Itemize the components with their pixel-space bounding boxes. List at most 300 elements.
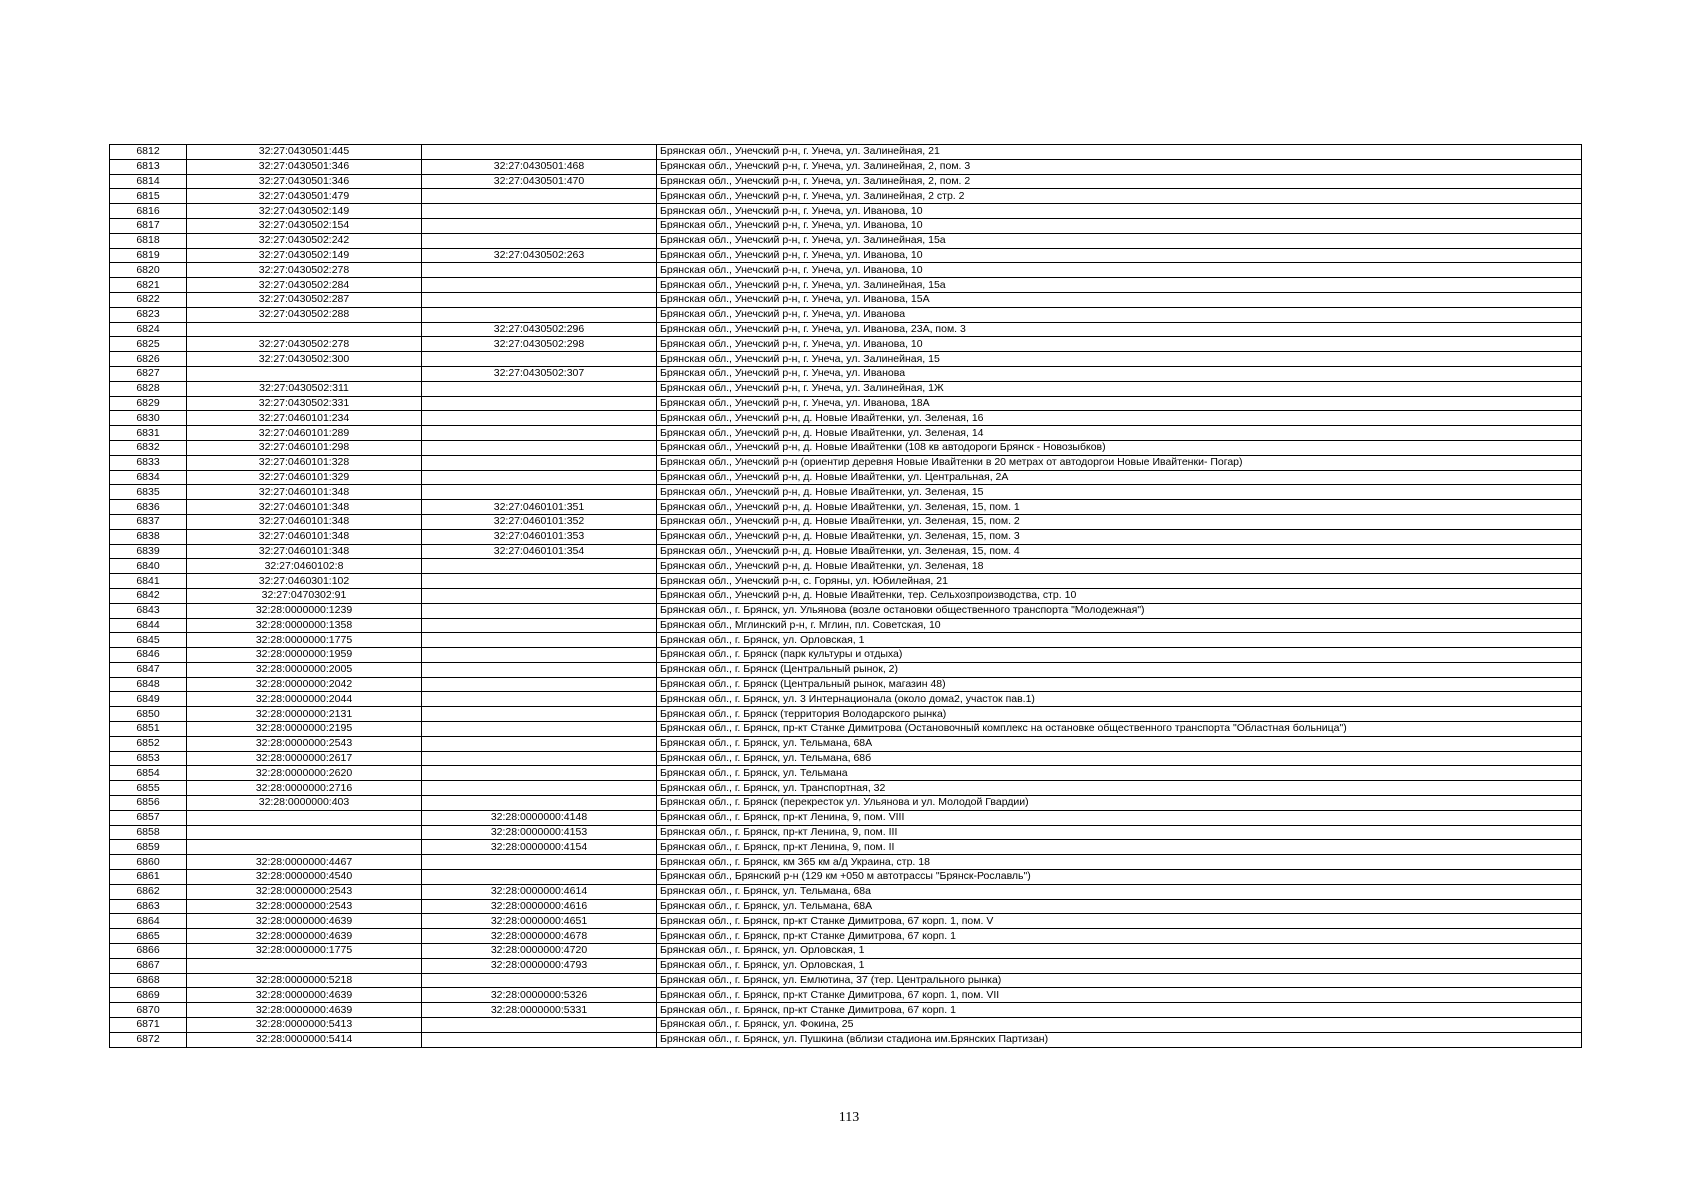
- cadastral-number-cell: 32:27:0430501:445: [187, 145, 422, 160]
- table-row: [110, 766, 1582, 781]
- table-row: [110, 677, 1582, 692]
- cadastral-number-cell: 32:27:0460102:8: [187, 559, 422, 574]
- sub-cadastral-number-cell: [422, 855, 657, 870]
- table-row: [110, 263, 1582, 278]
- cadastral-number-cell: [187, 958, 422, 973]
- sub-cadastral-number-cell: [422, 470, 657, 485]
- table-row: [110, 470, 1582, 485]
- row-number-cell: 6860: [110, 855, 187, 870]
- cadastral-number-cell: 32:27:0460101:348: [187, 500, 422, 515]
- row-number-cell: 6820: [110, 263, 187, 278]
- cadastral-number-cell: 32:27:0430502:278: [187, 263, 422, 278]
- address-cell: Брянская обл., Унечский р-н, д. Новые Ивайтенки, ул. Зеленая, 18: [657, 559, 1582, 574]
- cadastral-number-cell: 32:27:0430501:346: [187, 174, 422, 189]
- page-number: 113: [838, 1110, 860, 1125]
- table-row: [110, 145, 1582, 160]
- sub-cadastral-number-cell: [422, 485, 657, 500]
- row-number-cell: 6867: [110, 958, 187, 973]
- table-row: [110, 322, 1582, 337]
- sub-cadastral-number-cell: [422, 1032, 657, 1047]
- address-cell: Брянская обл., г. Брянск, ул. Тельмана, 68А: [657, 736, 1582, 751]
- row-number-cell: 6841: [110, 574, 187, 589]
- sub-cadastral-number-cell: 32:27:0430501:470: [422, 174, 657, 189]
- table-row: [110, 381, 1582, 396]
- address-cell: Брянская обл., г. Брянск (Центральный рынок, магазин 48): [657, 677, 1582, 692]
- row-number-cell: 6857: [110, 810, 187, 825]
- table-row: [110, 204, 1582, 219]
- table-row: [110, 662, 1582, 677]
- sub-cadastral-number-cell: 32:28:0000000:4651: [422, 914, 657, 929]
- address-cell: Брянская обл., Унечский р-н, д. Новые Ивайтенки, ул. Зеленая, 14: [657, 426, 1582, 441]
- sub-cadastral-number-cell: 32:28:0000000:4678: [422, 929, 657, 944]
- sub-cadastral-number-cell: 32:28:0000000:4614: [422, 884, 657, 899]
- address-cell: Брянская обл., г. Брянск, ул. Фокина, 25: [657, 1018, 1582, 1033]
- sub-cadastral-number-cell: 32:28:0000000:4793: [422, 958, 657, 973]
- table-row: [110, 825, 1582, 840]
- table-row: [110, 218, 1582, 233]
- cadastral-number-cell: 32:27:0460101:328: [187, 455, 422, 470]
- row-number-cell: 6835: [110, 485, 187, 500]
- address-cell: Брянская обл., г. Брянск, пр-кт Станке Димитрова, 67 корп. 1: [657, 929, 1582, 944]
- table-row: [110, 855, 1582, 870]
- row-number-cell: 6859: [110, 840, 187, 855]
- address-cell: Брянская обл., г. Брянск (парк культуры и отдыха): [657, 648, 1582, 663]
- sub-cadastral-number-cell: 32:27:0460101:353: [422, 529, 657, 544]
- sub-cadastral-number-cell: 32:27:0430502:296: [422, 322, 657, 337]
- address-cell: Брянская обл., г. Брянск, ул. Тельмана, 68б: [657, 751, 1582, 766]
- table-row: [110, 559, 1582, 574]
- table-row: [110, 648, 1582, 663]
- cadastral-number-cell: 32:27:0460101:298: [187, 440, 422, 455]
- row-number-cell: 6872: [110, 1032, 187, 1047]
- address-cell: Брянская обл., г. Брянск, ул. 3 Интернационала (около дома2, участок пав.1): [657, 692, 1582, 707]
- table-row: [110, 899, 1582, 914]
- table-row: [110, 781, 1582, 796]
- cadastral-number-cell: 32:28:0000000:2195: [187, 722, 422, 737]
- row-number-cell: 6848: [110, 677, 187, 692]
- row-number-cell: 6842: [110, 588, 187, 603]
- table-row: [110, 692, 1582, 707]
- sub-cadastral-number-cell: 32:28:0000000:5331: [422, 1003, 657, 1018]
- row-number-cell: 6868: [110, 973, 187, 988]
- sub-cadastral-number-cell: 32:27:0430501:468: [422, 159, 657, 174]
- cadastral-number-cell: 32:27:0460101:329: [187, 470, 422, 485]
- table-row: [110, 588, 1582, 603]
- address-cell: Брянская обл., Унечский р-н, г. Унеча, ул. Иванова, 10: [657, 248, 1582, 263]
- cadastral-number-cell: [187, 366, 422, 381]
- cadastral-number-cell: 32:28:0000000:2543: [187, 884, 422, 899]
- row-number-cell: 6837: [110, 514, 187, 529]
- row-number-cell: 6856: [110, 796, 187, 811]
- row-number-cell: 6858: [110, 825, 187, 840]
- cadastral-number-cell: 32:28:0000000:4639: [187, 988, 422, 1003]
- address-cell: Брянская обл., г. Брянск, пр-кт Ленина, 9, пом. II: [657, 840, 1582, 855]
- sub-cadastral-number-cell: 32:28:0000000:4616: [422, 899, 657, 914]
- cadastral-number-cell: 32:27:0460101:348: [187, 485, 422, 500]
- cadastral-number-cell: 32:28:0000000:2543: [187, 899, 422, 914]
- cadastral-number-cell: 32:28:0000000:1959: [187, 648, 422, 663]
- row-number-cell: 6870: [110, 1003, 187, 1018]
- table-row: [110, 618, 1582, 633]
- cadastral-number-cell: 32:28:0000000:2005: [187, 662, 422, 677]
- address-cell: Брянская обл., г. Брянск, ул. Орловская, 1: [657, 944, 1582, 959]
- table-row: [110, 485, 1582, 500]
- table-row: [110, 633, 1582, 648]
- sub-cadastral-number-cell: [422, 722, 657, 737]
- sub-cadastral-number-cell: [422, 692, 657, 707]
- table-row: [110, 529, 1582, 544]
- registry-body: [110, 145, 1582, 1048]
- address-cell: Брянская обл., Унечский р-н, г. Унеча, ул. Иванова: [657, 366, 1582, 381]
- table-row: [110, 810, 1582, 825]
- cadastral-number-cell: 32:27:0430502:154: [187, 218, 422, 233]
- row-number-cell: 6861: [110, 870, 187, 885]
- row-number-cell: 6825: [110, 337, 187, 352]
- address-cell: Брянская обл., г. Брянск, ул. Емлютина, 37 (тер. Центрального рынка): [657, 973, 1582, 988]
- cadastral-number-cell: 32:28:0000000:5414: [187, 1032, 422, 1047]
- row-number-cell: 6850: [110, 707, 187, 722]
- address-cell: Брянская обл., Унечский р-н, д. Новые Ивайтенки (108 кв автодороги Брянск - Новозыбков): [657, 440, 1582, 455]
- sub-cadastral-number-cell: [422, 559, 657, 574]
- table-row: [110, 455, 1582, 470]
- address-cell: Брянская обл., г. Брянск, пр-кт Станке Димитрова, 67 корп. 1, пом. V: [657, 914, 1582, 929]
- sub-cadastral-number-cell: 32:28:0000000:5326: [422, 988, 657, 1003]
- address-cell: Брянская обл., г. Брянск, ул. Тельмана, 68А: [657, 899, 1582, 914]
- row-number-cell: 6869: [110, 988, 187, 1003]
- property-registry-table: [109, 144, 1582, 1048]
- table-row: [110, 603, 1582, 618]
- address-cell: Брянская обл., Унечский р-н, г. Унеча, ул. Иванова, 10: [657, 218, 1582, 233]
- address-cell: Брянская обл., г. Брянск, ул. Пушкина (вблизи стадиона им.Брянских Партизан): [657, 1032, 1582, 1047]
- table-row: [110, 736, 1582, 751]
- table-row: [110, 500, 1582, 515]
- address-cell: Брянская обл., г. Брянск, пр-кт Ленина, 9, пом. III: [657, 825, 1582, 840]
- cadastral-number-cell: 32:27:0430502:149: [187, 204, 422, 219]
- table-row: [110, 248, 1582, 263]
- sub-cadastral-number-cell: [422, 662, 657, 677]
- row-number-cell: 6854: [110, 766, 187, 781]
- sub-cadastral-number-cell: [422, 278, 657, 293]
- table-row: [110, 914, 1582, 929]
- sub-cadastral-number-cell: [422, 677, 657, 692]
- row-number-cell: 6851: [110, 722, 187, 737]
- table-row: [110, 944, 1582, 959]
- cadastral-number-cell: 32:27:0430502:149: [187, 248, 422, 263]
- row-number-cell: 6832: [110, 440, 187, 455]
- cadastral-number-cell: 32:28:0000000:4639: [187, 914, 422, 929]
- address-cell: Брянская обл., Унечский р-н, д. Новые Ивайтенки, тер. Сельхозпроизводства, стр. 10: [657, 588, 1582, 603]
- cadastral-number-cell: 32:28:0000000:1239: [187, 603, 422, 618]
- cadastral-number-cell: 32:28:0000000:2044: [187, 692, 422, 707]
- sub-cadastral-number-cell: [422, 648, 657, 663]
- row-number-cell: 6855: [110, 781, 187, 796]
- row-number-cell: 6845: [110, 633, 187, 648]
- row-number-cell: 6838: [110, 529, 187, 544]
- address-cell: Брянская обл., Унечский р-н, г. Унеча, ул. Иванова, 15А: [657, 292, 1582, 307]
- cadastral-number-cell: 32:28:0000000:2543: [187, 736, 422, 751]
- sub-cadastral-number-cell: [422, 292, 657, 307]
- table-row: [110, 1003, 1582, 1018]
- row-number-cell: 6836: [110, 500, 187, 515]
- address-cell: Брянская обл., Унечский р-н, г. Унеча, ул. Залинейная, 15: [657, 352, 1582, 367]
- row-number-cell: 6865: [110, 929, 187, 944]
- sub-cadastral-number-cell: [422, 233, 657, 248]
- cadastral-number-cell: 32:28:0000000:1775: [187, 633, 422, 648]
- cadastral-number-cell: 32:27:0460101:348: [187, 544, 422, 559]
- row-number-cell: 6817: [110, 218, 187, 233]
- sub-cadastral-number-cell: [422, 1018, 657, 1033]
- address-cell: Брянская обл., Унечский р-н, г. Унеча, ул. Залинейная, 15а: [657, 278, 1582, 293]
- sub-cadastral-number-cell: [422, 381, 657, 396]
- row-number-cell: 6844: [110, 618, 187, 633]
- row-number-cell: 6829: [110, 396, 187, 411]
- table-row: [110, 958, 1582, 973]
- address-cell: Брянская обл., г. Брянск (Центральный рынок, 2): [657, 662, 1582, 677]
- cadastral-number-cell: 32:27:0430502:300: [187, 352, 422, 367]
- sub-cadastral-number-cell: 32:27:0430502:263: [422, 248, 657, 263]
- cadastral-number-cell: 32:27:0430502:284: [187, 278, 422, 293]
- sub-cadastral-number-cell: [422, 781, 657, 796]
- address-cell: Брянская обл., Унечский р-н, г. Унеча, ул. Залинейная, 2, пом. 2: [657, 174, 1582, 189]
- sub-cadastral-number-cell: [422, 145, 657, 160]
- sub-cadastral-number-cell: 32:27:0430502:307: [422, 366, 657, 381]
- cadastral-number-cell: 32:28:0000000:1775: [187, 944, 422, 959]
- row-number-cell: 6821: [110, 278, 187, 293]
- table-row: [110, 352, 1582, 367]
- cadastral-number-cell: 32:28:0000000:2617: [187, 751, 422, 766]
- row-number-cell: 6827: [110, 366, 187, 381]
- table-row: [110, 884, 1582, 899]
- address-cell: Брянская обл., г. Брянск, ул. Транспортная, 32: [657, 781, 1582, 796]
- cadastral-number-cell: 32:27:0430502:278: [187, 337, 422, 352]
- table-row: [110, 796, 1582, 811]
- address-cell: Брянская обл., Унечский р-н, г. Унеча, ул. Иванова, 10: [657, 204, 1582, 219]
- table-row: [110, 292, 1582, 307]
- cadastral-number-cell: 32:27:0460101:348: [187, 529, 422, 544]
- address-cell: Брянская обл., Унечский р-н, д. Новые Ивайтенки, ул. Зеленая, 15, пом. 1: [657, 500, 1582, 515]
- address-cell: Брянская обл., Унечский р-н, д. Новые Ивайтенки, ул. Зеленая, 15, пом. 3: [657, 529, 1582, 544]
- cadastral-number-cell: 32:28:0000000:4639: [187, 929, 422, 944]
- table-row: [110, 870, 1582, 885]
- sub-cadastral-number-cell: [422, 870, 657, 885]
- table-row: [110, 307, 1582, 322]
- cadastral-number-cell: 32:27:0460301:102: [187, 574, 422, 589]
- address-cell: Брянская обл., г. Брянск (территория Володарского рынка): [657, 707, 1582, 722]
- cadastral-number-cell: 32:28:0000000:2716: [187, 781, 422, 796]
- cadastral-number-cell: 32:28:0000000:5413: [187, 1018, 422, 1033]
- address-cell: Брянская обл., Унечский р-н, д. Новые Ивайтенки, ул. Центральная, 2А: [657, 470, 1582, 485]
- table-row: [110, 929, 1582, 944]
- sub-cadastral-number-cell: 32:27:0460101:354: [422, 544, 657, 559]
- row-number-cell: 6853: [110, 751, 187, 766]
- table-row: [110, 411, 1582, 426]
- row-number-cell: 6834: [110, 470, 187, 485]
- address-cell: Брянская обл., Унечский р-н (ориентир деревня Новые Ивайтенки в 20 метрах от автодоргои Новые Ивайтенки- Погар): [657, 455, 1582, 470]
- address-cell: Брянская обл., Унечский р-н, д. Новые Ивайтенки, ул. Зеленая, 15: [657, 485, 1582, 500]
- address-cell: Брянская обл., Унечский р-н, г. Унеча, ул. Залинейная, 1Ж: [657, 381, 1582, 396]
- address-cell: Брянская обл., Унечский р-н, г. Унеча, ул. Залинейная, 2 стр. 2: [657, 189, 1582, 204]
- row-number-cell: 6843: [110, 603, 187, 618]
- row-number-cell: 6846: [110, 648, 187, 663]
- row-number-cell: 6813: [110, 159, 187, 174]
- sub-cadastral-number-cell: 32:27:0460101:351: [422, 500, 657, 515]
- sub-cadastral-number-cell: 32:28:0000000:4148: [422, 810, 657, 825]
- table-row: [110, 396, 1582, 411]
- row-number-cell: 6819: [110, 248, 187, 263]
- row-number-cell: 6822: [110, 292, 187, 307]
- sub-cadastral-number-cell: [422, 751, 657, 766]
- address-cell: Брянская обл., г. Брянск, пр-кт Ленина, 9, пом. VIII: [657, 810, 1582, 825]
- sub-cadastral-number-cell: [422, 766, 657, 781]
- cadastral-number-cell: 32:28:0000000:4540: [187, 870, 422, 885]
- row-number-cell: 6833: [110, 455, 187, 470]
- sub-cadastral-number-cell: [422, 736, 657, 751]
- sub-cadastral-number-cell: [422, 189, 657, 204]
- cadastral-number-cell: 32:27:0430502:288: [187, 307, 422, 322]
- sub-cadastral-number-cell: [422, 263, 657, 278]
- cadastral-number-cell: [187, 322, 422, 337]
- cadastral-number-cell: 32:28:0000000:4639: [187, 1003, 422, 1018]
- address-cell: Брянская обл., Унечский р-н, г. Унеча, ул. Иванова, 18А: [657, 396, 1582, 411]
- sub-cadastral-number-cell: [422, 796, 657, 811]
- row-number-cell: 6839: [110, 544, 187, 559]
- row-number-cell: 6826: [110, 352, 187, 367]
- cadastral-number-cell: 32:28:0000000:2620: [187, 766, 422, 781]
- sub-cadastral-number-cell: [422, 307, 657, 322]
- address-cell: Брянская обл., г. Брянск, пр-кт Станке Димитрова, 67 корп. 1: [657, 1003, 1582, 1018]
- address-cell: Брянская обл., Унечский р-н, г. Унеча, ул. Иванова, 10: [657, 263, 1582, 278]
- address-cell: Брянская обл., г. Брянск, ул. Ульянова (возле остановки общественного транспорта "Молодежная"): [657, 603, 1582, 618]
- row-number-cell: 6831: [110, 426, 187, 441]
- table-row: [110, 722, 1582, 737]
- row-number-cell: 6812: [110, 145, 187, 160]
- address-cell: Брянская обл., г. Брянск, ул. Орловская, 1: [657, 958, 1582, 973]
- sub-cadastral-number-cell: [422, 588, 657, 603]
- table-row: [110, 544, 1582, 559]
- row-number-cell: 6815: [110, 189, 187, 204]
- row-number-cell: 6871: [110, 1018, 187, 1033]
- cadastral-number-cell: 32:27:0460101:348: [187, 514, 422, 529]
- table-row: [110, 973, 1582, 988]
- address-cell: Брянская обл., Унечский р-н, д. Новые Ивайтенки, ул. Зеленая, 15, пом. 2: [657, 514, 1582, 529]
- sub-cadastral-number-cell: 32:28:0000000:4720: [422, 944, 657, 959]
- table-row: [110, 1032, 1582, 1047]
- row-number-cell: 6816: [110, 204, 187, 219]
- address-cell: Брянская обл., Унечский р-н, г. Унеча, ул. Иванова, 10: [657, 337, 1582, 352]
- table-row: [110, 988, 1582, 1003]
- row-number-cell: 6824: [110, 322, 187, 337]
- row-number-cell: 6849: [110, 692, 187, 707]
- cadastral-number-cell: 32:28:0000000:403: [187, 796, 422, 811]
- cadastral-number-cell: 32:28:0000000:2131: [187, 707, 422, 722]
- cadastral-number-cell: 32:27:0430501:346: [187, 159, 422, 174]
- table-row: [110, 707, 1582, 722]
- cadastral-number-cell: 32:27:0460101:289: [187, 426, 422, 441]
- sub-cadastral-number-cell: [422, 973, 657, 988]
- row-number-cell: 6847: [110, 662, 187, 677]
- cadastral-number-cell: 32:27:0470302:91: [187, 588, 422, 603]
- sub-cadastral-number-cell: 32:28:0000000:4154: [422, 840, 657, 855]
- address-cell: Брянская обл., Мглинский р-н, г. Мглин, пл. Советская, 10: [657, 618, 1582, 633]
- address-cell: Брянская обл., Унечский р-н, г. Унеча, ул. Залинейная, 21: [657, 145, 1582, 160]
- sub-cadastral-number-cell: [422, 426, 657, 441]
- address-cell: Брянская обл., Унечский р-н, д. Новые Ивайтенки, ул. Зеленая, 15, пом. 4: [657, 544, 1582, 559]
- row-number-cell: 6866: [110, 944, 187, 959]
- sub-cadastral-number-cell: 32:27:0460101:352: [422, 514, 657, 529]
- sub-cadastral-number-cell: 32:28:0000000:4153: [422, 825, 657, 840]
- table-row: [110, 574, 1582, 589]
- address-cell: Брянская обл., г. Брянск, пр-кт Станке Димитрова (Остановочный комплекс на остановке общественного транспорта "Областная больница"): [657, 722, 1582, 737]
- row-number-cell: 6818: [110, 233, 187, 248]
- table-row: [110, 366, 1582, 381]
- sub-cadastral-number-cell: [422, 633, 657, 648]
- table-row: [110, 1018, 1582, 1033]
- cadastral-number-cell: 32:28:0000000:2042: [187, 677, 422, 692]
- cadastral-number-cell: 32:27:0430502:331: [187, 396, 422, 411]
- table-row: [110, 159, 1582, 174]
- cadastral-number-cell: 32:28:0000000:5218: [187, 973, 422, 988]
- sub-cadastral-number-cell: [422, 440, 657, 455]
- sub-cadastral-number-cell: [422, 707, 657, 722]
- sub-cadastral-number-cell: [422, 618, 657, 633]
- sub-cadastral-number-cell: [422, 352, 657, 367]
- sub-cadastral-number-cell: [422, 411, 657, 426]
- table-row: [110, 337, 1582, 352]
- address-cell: Брянская обл., Унечский р-н, с. Горяны, ул. Юбилейная, 21: [657, 574, 1582, 589]
- cadastral-number-cell: 32:28:0000000:1358: [187, 618, 422, 633]
- cadastral-number-cell: 32:27:0430502:287: [187, 292, 422, 307]
- cadastral-number-cell: 32:27:0430501:479: [187, 189, 422, 204]
- row-number-cell: 6862: [110, 884, 187, 899]
- address-cell: Брянская обл., Унечский р-н, д. Новые Ивайтенки, ул. Зеленая, 16: [657, 411, 1582, 426]
- table-row: [110, 514, 1582, 529]
- table-row: [110, 426, 1582, 441]
- table-row: [110, 174, 1582, 189]
- row-number-cell: 6864: [110, 914, 187, 929]
- address-cell: Брянская обл., Унечский р-н, г. Унеча, ул. Иванова, 23А, пом. 3: [657, 322, 1582, 337]
- cadastral-number-cell: [187, 825, 422, 840]
- row-number-cell: 6852: [110, 736, 187, 751]
- sub-cadastral-number-cell: [422, 455, 657, 470]
- sub-cadastral-number-cell: [422, 574, 657, 589]
- cadastral-number-cell: 32:27:0430502:311: [187, 381, 422, 396]
- address-cell: Брянская обл., г. Брянск, ул. Тельмана, 68а: [657, 884, 1582, 899]
- address-cell: Брянская обл., г. Брянск, км 365 км а/д Украина, стр. 18: [657, 855, 1582, 870]
- address-cell: Брянская обл., Унечский р-н, г. Унеча, ул. Иванова: [657, 307, 1582, 322]
- cadastral-number-cell: [187, 840, 422, 855]
- row-number-cell: 6828: [110, 381, 187, 396]
- cadastral-number-cell: 32:27:0460101:234: [187, 411, 422, 426]
- row-number-cell: 6840: [110, 559, 187, 574]
- address-cell: Брянская обл., г. Брянск, ул. Орловская, 1: [657, 633, 1582, 648]
- row-number-cell: 6823: [110, 307, 187, 322]
- sub-cadastral-number-cell: [422, 218, 657, 233]
- table-row: [110, 233, 1582, 248]
- table-row: [110, 189, 1582, 204]
- row-number-cell: 6863: [110, 899, 187, 914]
- cadastral-number-cell: 32:27:0430502:242: [187, 233, 422, 248]
- sub-cadastral-number-cell: [422, 204, 657, 219]
- sub-cadastral-number-cell: [422, 603, 657, 618]
- address-cell: Брянская обл., Унечский р-н, г. Унеча, ул. Залинейная, 2, пом. 3: [657, 159, 1582, 174]
- address-cell: Брянская обл., Унечский р-н, г. Унеча, ул. Залинейная, 15а: [657, 233, 1582, 248]
- sub-cadastral-number-cell: 32:27:0430502:298: [422, 337, 657, 352]
- cadastral-number-cell: [187, 810, 422, 825]
- table-row: [110, 840, 1582, 855]
- cadastral-number-cell: 32:28:0000000:4467: [187, 855, 422, 870]
- row-number-cell: 6814: [110, 174, 187, 189]
- table-row: [110, 278, 1582, 293]
